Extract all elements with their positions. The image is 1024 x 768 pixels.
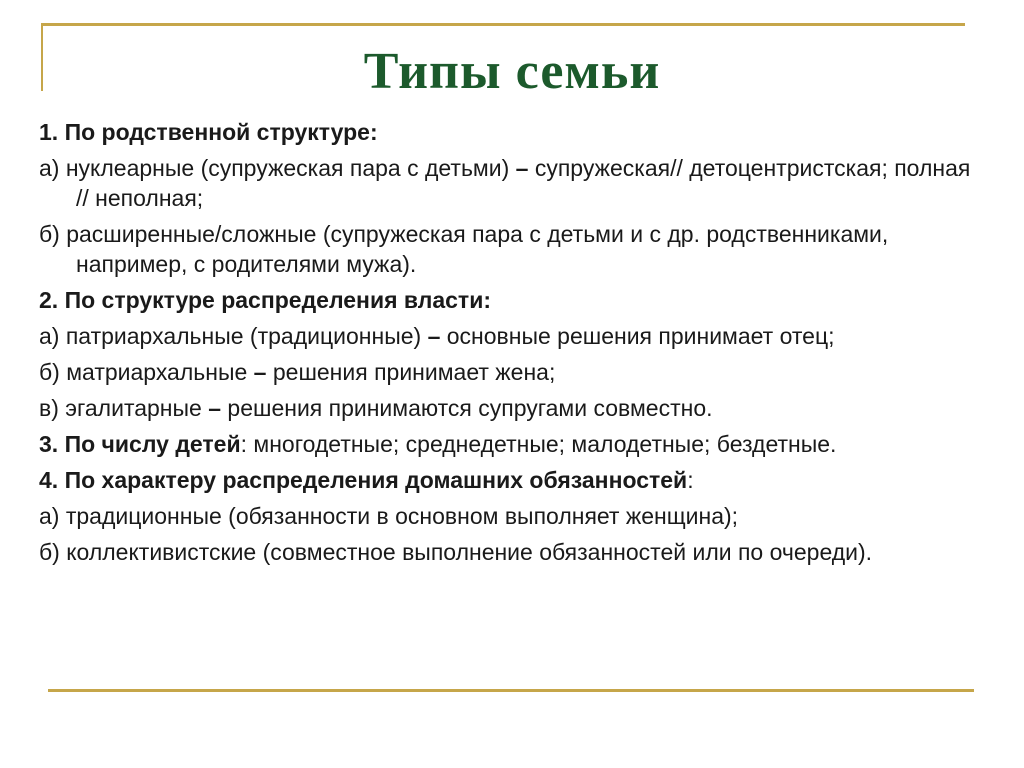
item-dash: – <box>427 323 441 349</box>
item-text: супружеская// детоцентристская; полная // неполная; <box>76 155 971 211</box>
item-dash: – <box>253 359 267 385</box>
item-prefix: а) патриархальные (традиционные) <box>39 323 428 349</box>
item-dash: – <box>515 155 529 181</box>
item-prefix: а) нуклеарные (супружеская пара с детьми) <box>39 155 516 181</box>
bottom-border-line <box>48 689 974 692</box>
top-border-line <box>41 23 965 26</box>
section-4-colon: : <box>687 467 694 493</box>
section-4-item-b: б) коллективистские (совместное выполнение обязанностей или по очереди). <box>39 539 873 565</box>
section-4-item-a: а) традиционные (обязанности в основном выполняет женщина); <box>39 503 739 529</box>
item-prefix: в) эгалитарные <box>39 395 209 421</box>
section-2-item-a <box>39 321 974 351</box>
section-2-item-c <box>39 393 974 423</box>
section-4-heading-line <box>39 465 974 495</box>
section-2-item-b <box>39 357 974 387</box>
section-2-heading: 2. По структуре распределения власти: <box>39 287 491 313</box>
section-1-item-b: б) расширенные/сложные (супружеская пара с детьми и с др. родственниками, например, с родителями мужа). <box>39 221 889 277</box>
section-1-item-a <box>39 153 974 213</box>
item-text: основные решения принимает отец; <box>440 323 835 349</box>
item-dash: – <box>208 395 222 421</box>
slide-body <box>39 117 974 573</box>
item-text: решения принимаются супругами совместно. <box>221 395 713 421</box>
section-3-text: : многодетные; среднедетные; малодетные; бездетные. <box>240 431 837 457</box>
item-prefix: б) матриархальные <box>39 359 254 385</box>
section-4-heading: 4. По характеру распределения домашних обязанностей <box>39 467 688 493</box>
section-3 <box>39 429 974 459</box>
section-3-heading: 3. По числу детей <box>39 431 241 457</box>
section-1-heading: 1. По родственной структуре: <box>39 119 378 145</box>
slide-title: Типы семьи <box>363 43 661 100</box>
item-text: решения принимает жена; <box>266 359 556 385</box>
